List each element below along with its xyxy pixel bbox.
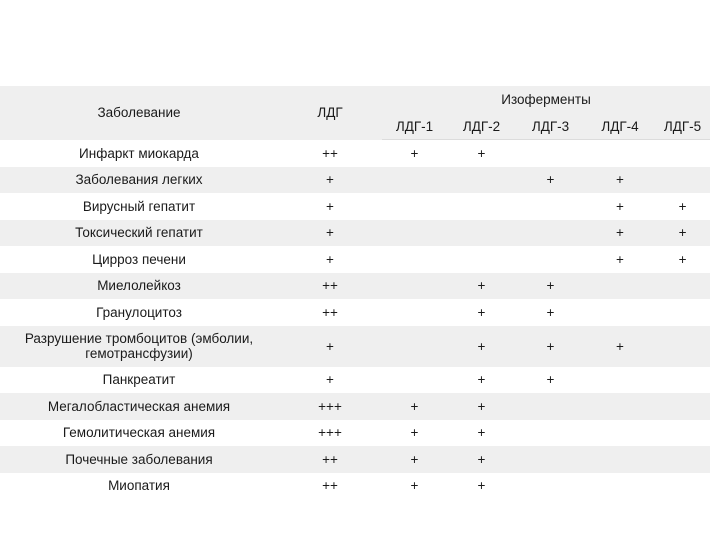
ldh-4-cell [585,473,655,500]
ldh-5-cell: + [678,251,687,267]
ldh-5-cell: + [655,220,710,247]
header-isoenzymes: Изоферменты [501,92,591,107]
disease-cell: Миопатия [108,478,170,494]
ldh-5-cell: + [678,198,687,214]
ldh-3-cell [516,246,585,273]
ldh-1-cell [382,299,447,326]
header-ldh-3: ЛДГ-3 [516,113,585,140]
ldh-1-cell [382,167,447,194]
disease-cell: Инфаркт миокарда [79,145,199,161]
ldh-cell: ++ [278,446,382,473]
table-row [0,393,710,420]
ldh-1-cell: + [382,393,447,420]
header-ldh-1: ЛДГ-1 [382,113,447,140]
ldh-3-cell [516,220,585,247]
table-row [0,326,710,367]
ldh-3-cell: + [516,273,585,300]
ldh-5-cell [655,273,710,300]
ldh-5-cell [655,140,710,167]
ldh-2-cell: + [477,304,486,320]
ldh-2-cell: + [447,326,516,367]
header-ldh-2: ЛДГ-2 [447,113,516,140]
ldh-1-cell [382,367,447,394]
ldh-5-cell [655,367,710,394]
ldh-2-cell [447,193,516,220]
table-row [0,420,710,447]
ldh-5-cell [655,299,710,326]
ldh-5-cell [655,420,710,447]
disease-cell: Токсический гепатит [0,220,278,247]
ldh-3-cell [516,393,585,420]
ldh-1-cell [382,273,447,300]
ldh-cell: ++ [322,304,338,320]
table-row [0,273,710,300]
ldh-1-cell: + [410,145,419,161]
ldh-2-cell: + [477,372,486,388]
disease-cell: Вирусный гепатит [82,198,196,214]
disease-cell: Цирроз печени [92,251,186,267]
table-row [0,446,710,473]
disease-cell: Панкреатит [102,372,176,388]
ldh-3-cell: + [516,326,585,367]
ldh-4-cell: + [585,220,655,247]
header-ldh: ЛДГ [317,105,343,121]
ldh-5-cell [655,326,710,367]
ldh-cell: ++ [278,273,382,300]
table-body [0,140,710,500]
table-row [0,167,710,194]
ldh-3-cell [516,446,585,473]
ldh-4-cell: + [585,167,655,194]
ldh-4-cell [585,420,655,447]
ldh-4-cell [585,367,655,394]
disease-cell: Миелолейкоз [0,273,278,300]
table-row [0,367,710,394]
ldh-1-cell [382,246,447,273]
ldh-3-cell: + [546,304,555,320]
ldh-3-cell [516,420,585,447]
ldh-5-cell [655,446,710,473]
ldh-cell: +++ [278,393,382,420]
ldh-2-cell [447,167,516,194]
table-row [0,140,710,167]
ldh-cell: + [326,372,334,388]
ldh-cell: + [326,198,334,214]
disease-cell: Почечные заболевания [0,446,278,473]
ldh-5-cell [655,167,710,194]
disease-cell: Мегалобластическая анемия [0,393,278,420]
header-ldh-5: ЛДГ-5 [655,113,710,140]
ldh-1-cell: + [410,425,419,441]
ldh-3-cell: + [516,167,585,194]
ldh-cell: + [278,167,382,194]
ldh-4-cell: + [585,326,655,367]
ldh-isoenzyme-table [0,86,710,499]
table-header-row-1 [0,86,710,113]
ldh-4-cell [585,140,655,167]
ldh-2-cell [447,246,516,273]
ldh-1-cell [382,326,447,367]
ldh-3-cell [516,140,585,167]
disease-cell: Гемолитическая анемия [62,425,216,441]
ldh-1-cell [382,193,447,220]
ldh-cell: ++ [322,145,338,161]
ldh-2-cell: + [477,478,486,494]
ldh-3-cell: + [546,372,555,388]
table-row [0,473,710,500]
ldh-1-cell: + [382,446,447,473]
ldh-cell: ++ [322,478,338,494]
ldh-cell: + [278,326,382,367]
ldh-2-cell: + [447,393,516,420]
ldh-2-cell: + [447,273,516,300]
ldh-cell: + [326,251,334,267]
ldh-3-cell [516,473,585,500]
ldh-cell: + [278,220,382,247]
table-row [0,220,710,247]
ldh-4-cell [585,393,655,420]
ldh-4-cell [585,299,655,326]
table-row [0,299,710,326]
ldh-4-cell: + [616,198,624,214]
ldh-4-cell [585,446,655,473]
ldh-1-cell: + [410,478,419,494]
ldh-5-cell [655,393,710,420]
ldh-4-cell [585,273,655,300]
header-ldh-4: ЛДГ-4 [585,113,655,140]
ldh-4-cell: + [616,251,624,267]
ldh-5-cell [655,473,710,500]
table-row [0,193,710,220]
disease-cell: Заболевания легких [0,167,278,194]
ldh-3-cell [516,193,585,220]
ldh-2-cell: + [477,145,486,161]
ldh-2-cell [447,220,516,247]
header-disease: Заболевание [97,105,181,121]
ldh-2-cell: + [477,425,486,441]
ldh-1-cell [382,220,447,247]
table-row [0,246,710,273]
disease-cell: Разрушение тромбоцитов (эмболии, гемотрансфузии) [0,326,278,367]
ldh-cell: +++ [318,425,342,441]
ldh-2-cell: + [447,446,516,473]
disease-cell: Гранулоцитоз [96,304,182,320]
